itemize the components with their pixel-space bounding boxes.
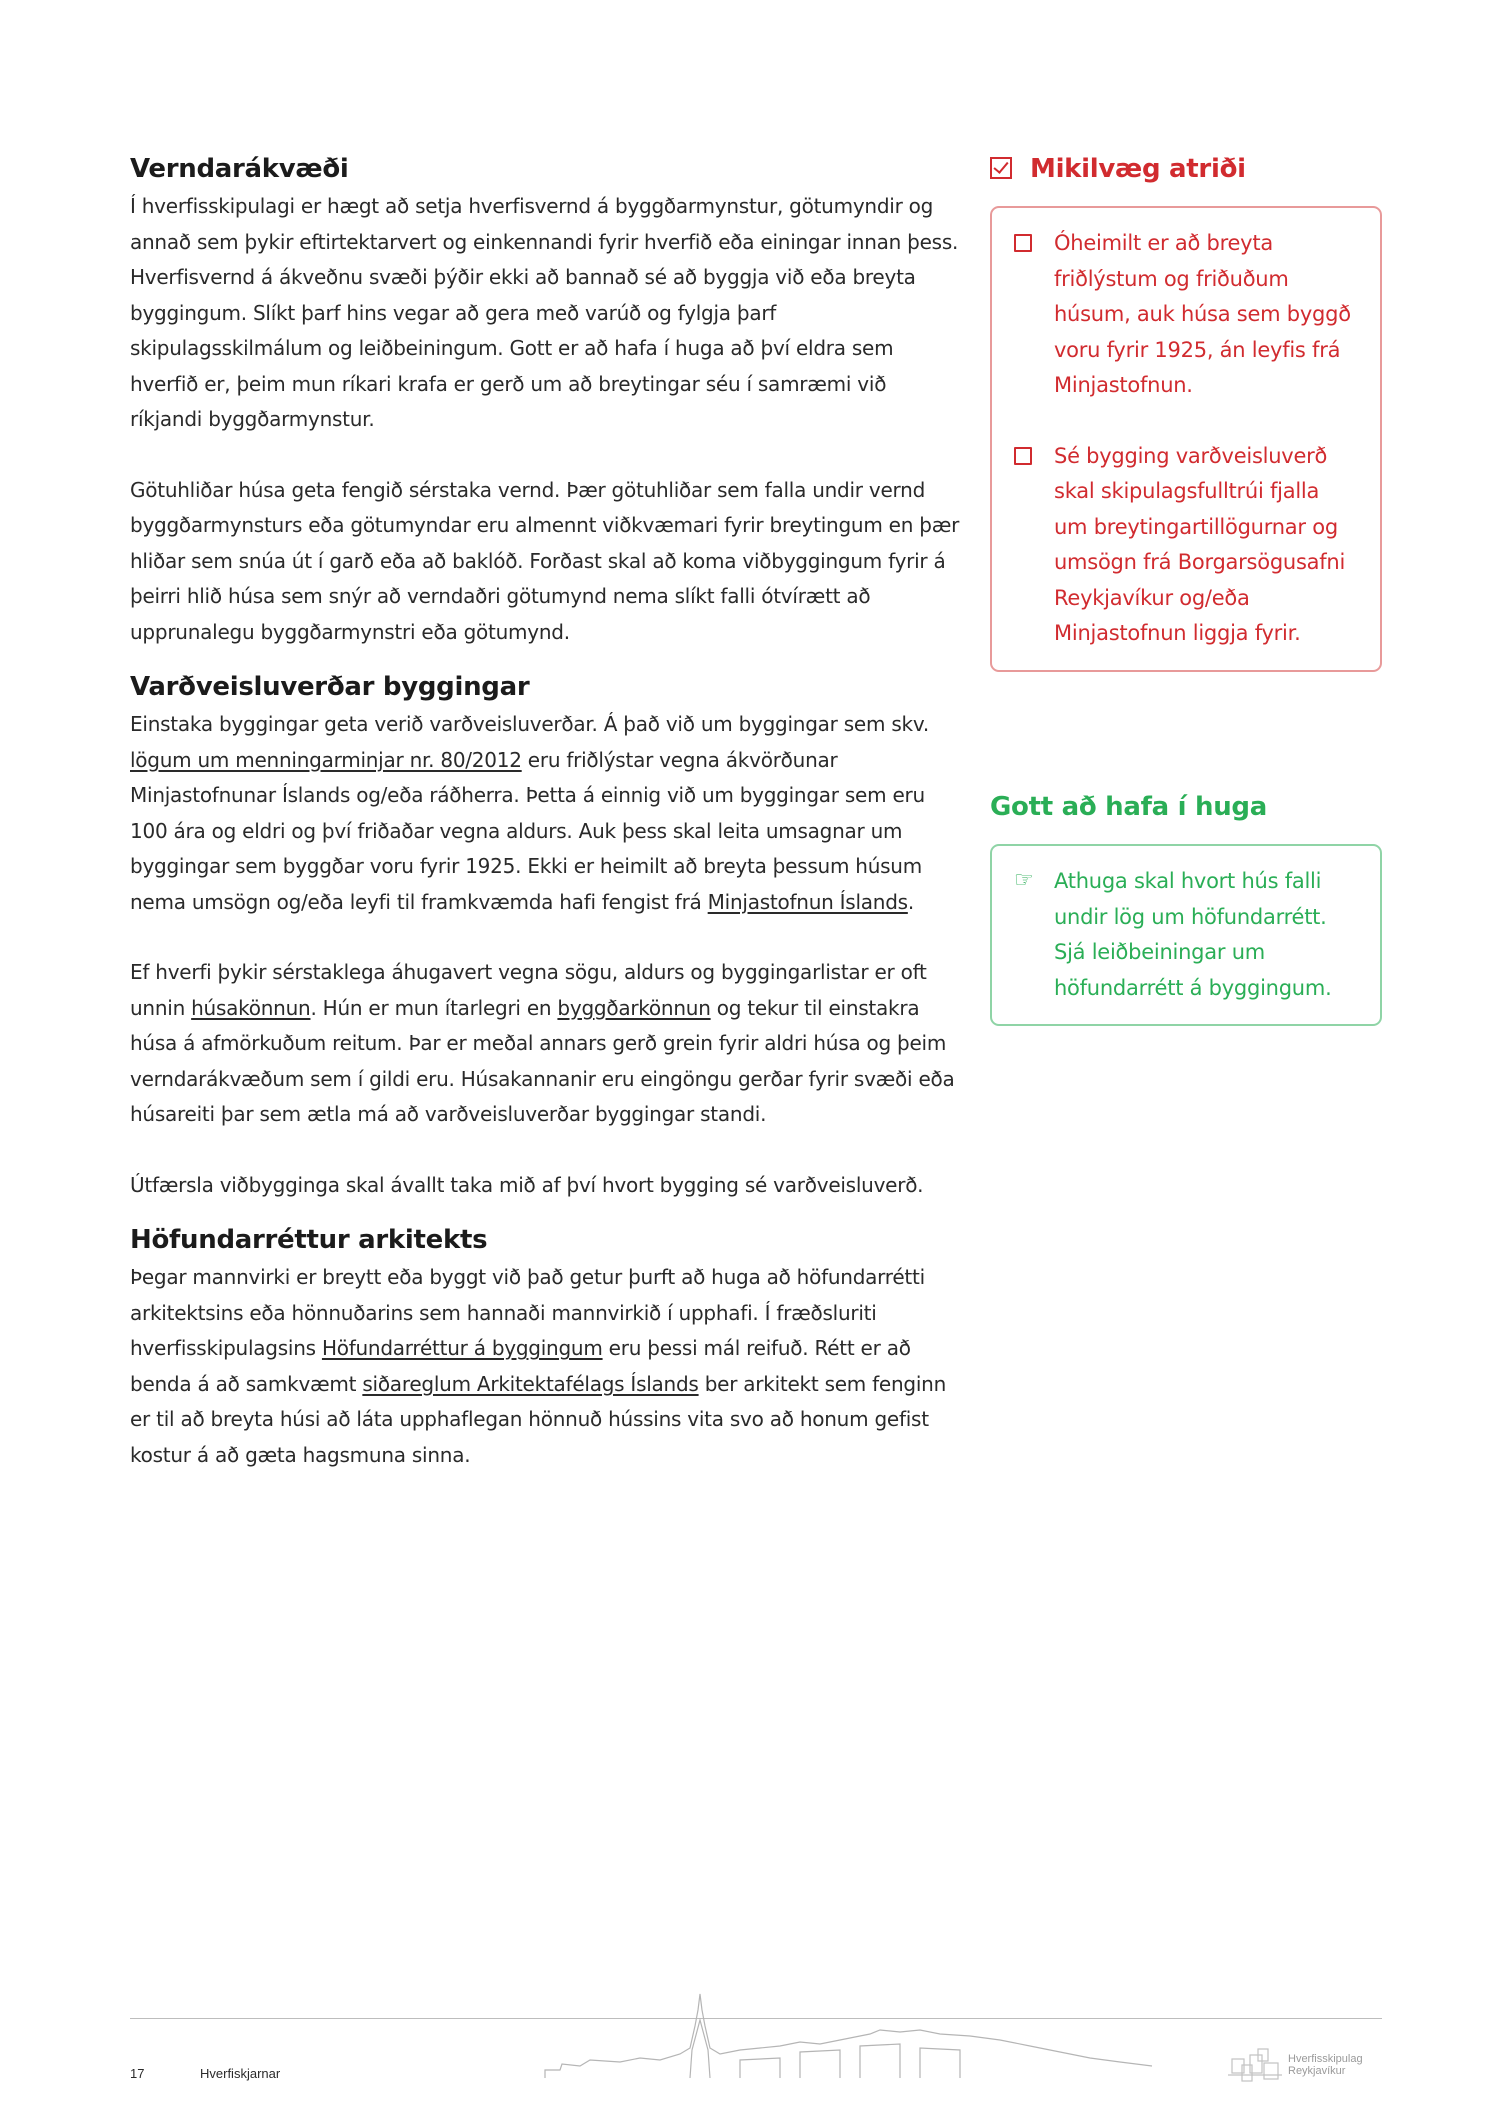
heading-hofundarrettur: Höfundarréttur arkitekts [130, 1225, 488, 1255]
heading-verndarakvaedi: Verndarákvæði [130, 154, 349, 184]
paragraph: Götuhliðar húsa geta fengið sérstaka vernd. Þær götuhliðar sem falla undir vernd byggðarmynsturs eða götumyndar eru almennt viðkvæmari fyrir breytingum en þær hliðar sem snúa út í garð eða að baklóð. Forðast skal að koma viðbyggingum fyrir á þeirri hlið húsa sem snýr að verndaðri götumynd nema slíkt falli ótvírætt að upprunalegu byggðarmynstri eða götumynd. [130, 477, 960, 644]
section-name: Hverfiskjarnar [200, 2066, 281, 2081]
heading-vardveisluverdar: Varðveisluverðar byggingar [130, 672, 530, 702]
link-logum-um-menningarminjar[interactable]: lögum um menningarminjar nr. 80/2012 [130, 747, 522, 772]
important-box [990, 206, 1382, 672]
list-item: Sé bygging varðveisluverð skal skipulagsfulltrúi fjalla um breytingartillögurnar og umsögn frá Borgarsögusafni Reykjavíkur og/eða Minjastofnun liggja fyrir. [1014, 439, 1358, 652]
logo [1228, 2045, 1363, 2085]
checkbox-icon [1014, 447, 1032, 465]
logo-icon [1228, 2045, 1284, 2085]
paragraph: Þegar mannvirki er breytt eða byggt við það getur þurft að huga að höfundarrétti arkitektsins eða hönnuðarins sem hannaði mannvirkið í upphafi. Í fræðsluriti hverfisskipulagsins Höfundarréttur á byggingum eru þessi mál reifuð. Rétt er að benda á að samkvæmt siðareglum Arkitektafélags Íslands ber arkitekt sem fenginn er til að breyta húsi að láta upphaflegan hönnuð hússins vita svo að honum gefist kostur á að gæta hagsmuna sinna. [130, 1265, 947, 1467]
list-item: ☞ Athuga skal hvort hús falli undir lög um höfundarrétt. Sjá leiðbeiningar um höfundarrétt á byggingum. [1014, 864, 1358, 1006]
important-title: Mikilvæg atriði [990, 152, 1382, 186]
skyline-illustration [540, 1990, 1160, 2080]
checkbox-icon [1014, 234, 1032, 252]
link-byggdarkonnun[interactable]: byggðarkönnun [557, 995, 711, 1020]
checkbox-checked-icon [990, 157, 1012, 179]
paragraph: Ef hverfi þykir sérstaklega áhugavert vegna sögu, aldurs og byggingarlistar er oft unnin húsakönnun. Hún er mun ítarlegri en byggðarkönnun og tekur til einstakra húsa á afmörkuðum reitum. Þar er meðal annars gerð grein fyrir aldri húsa og þeim verndarákvæðum sem í gildi eru. Húsakannanir eru eingöngu gerðar fyrir svæði eða húsareiti þar sem ætla má að varðveisluverðar byggingar standi. [130, 960, 955, 1126]
list-item: Óheimilt er að breyta friðlýstum og friðuðum húsum, auk húsa sem byggð voru fyrir 1925, án leyfis frá Minjastofnun. [1014, 226, 1358, 404]
main-content [130, 152, 960, 1473]
paragraph: Einstaka byggingar geta verið varðveisluverðar. Á það við um byggingar sem skv. lögum um menningarminjar nr. 80/2012 eru friðlýstar vegna ákvörðunar Minjastofnunar Íslands og/eða ráðherra. Þetta á einnig við um byggingar sem eru 100 ára og eldri og því friðaðar vegna aldurs. Auk þess skal leita umsagnar um byggingar sem byggðar voru fyrir 1925. Ekki er heimilt að breyta þessum húsum nema umsögn og/eða leyfi til framkvæmda hafi fengist frá Minjastofnun Íslands. [130, 712, 929, 914]
logo-line-2: Reykjavíkur [1288, 2065, 1346, 2077]
link-minjastofnun-islands[interactable]: Minjastofnun Íslands [707, 889, 908, 914]
paragraph: Í hverfisskipulagi er hægt að setja hverfisvernd á byggðarmynstur, götumyndir og annað sem þykir eftirtektarvert og einkennandi fyrir hverfið eða einingar innan þess. Hverfisvernd á ákveðnu svæði þýðir ekki að bannað sé að byggja við eða breyta byggingum. Slíkt þarf hins vegar að gera með varúð og fylgja þarf skipulagsskilmálum og leiðbeiningum. Gott er að hafa í huga að því eldra sem hverfið er, þeim mun ríkari krafa er gerð um að breytingar séu í samræmi við ríkjandi byggðarmynstur. [130, 194, 959, 431]
pointing-hand-icon: ☞ [1014, 868, 1034, 893]
mindful-panel [990, 790, 1382, 1026]
page-number: 17 [130, 2066, 145, 2081]
mindful-box [990, 844, 1382, 1026]
mindful-title: Gott að hafa í huga [990, 792, 1267, 822]
link-sidareglur-arkitektafelags[interactable]: siðareglum Arkitektafélags Íslands [362, 1371, 699, 1396]
logo-line-1: Hverfisskipulag [1288, 2053, 1363, 2065]
link-hofundarrettur-a-byggingum[interactable]: Höfundarréttur á byggingum [321, 1336, 603, 1360]
paragraph: Útfærsla viðbygginga skal ávallt taka mið af því hvort bygging sé varðveisluverð. [130, 1172, 924, 1197]
link-husakonnun[interactable]: húsakönnun [191, 995, 311, 1020]
important-panel [990, 152, 1382, 672]
